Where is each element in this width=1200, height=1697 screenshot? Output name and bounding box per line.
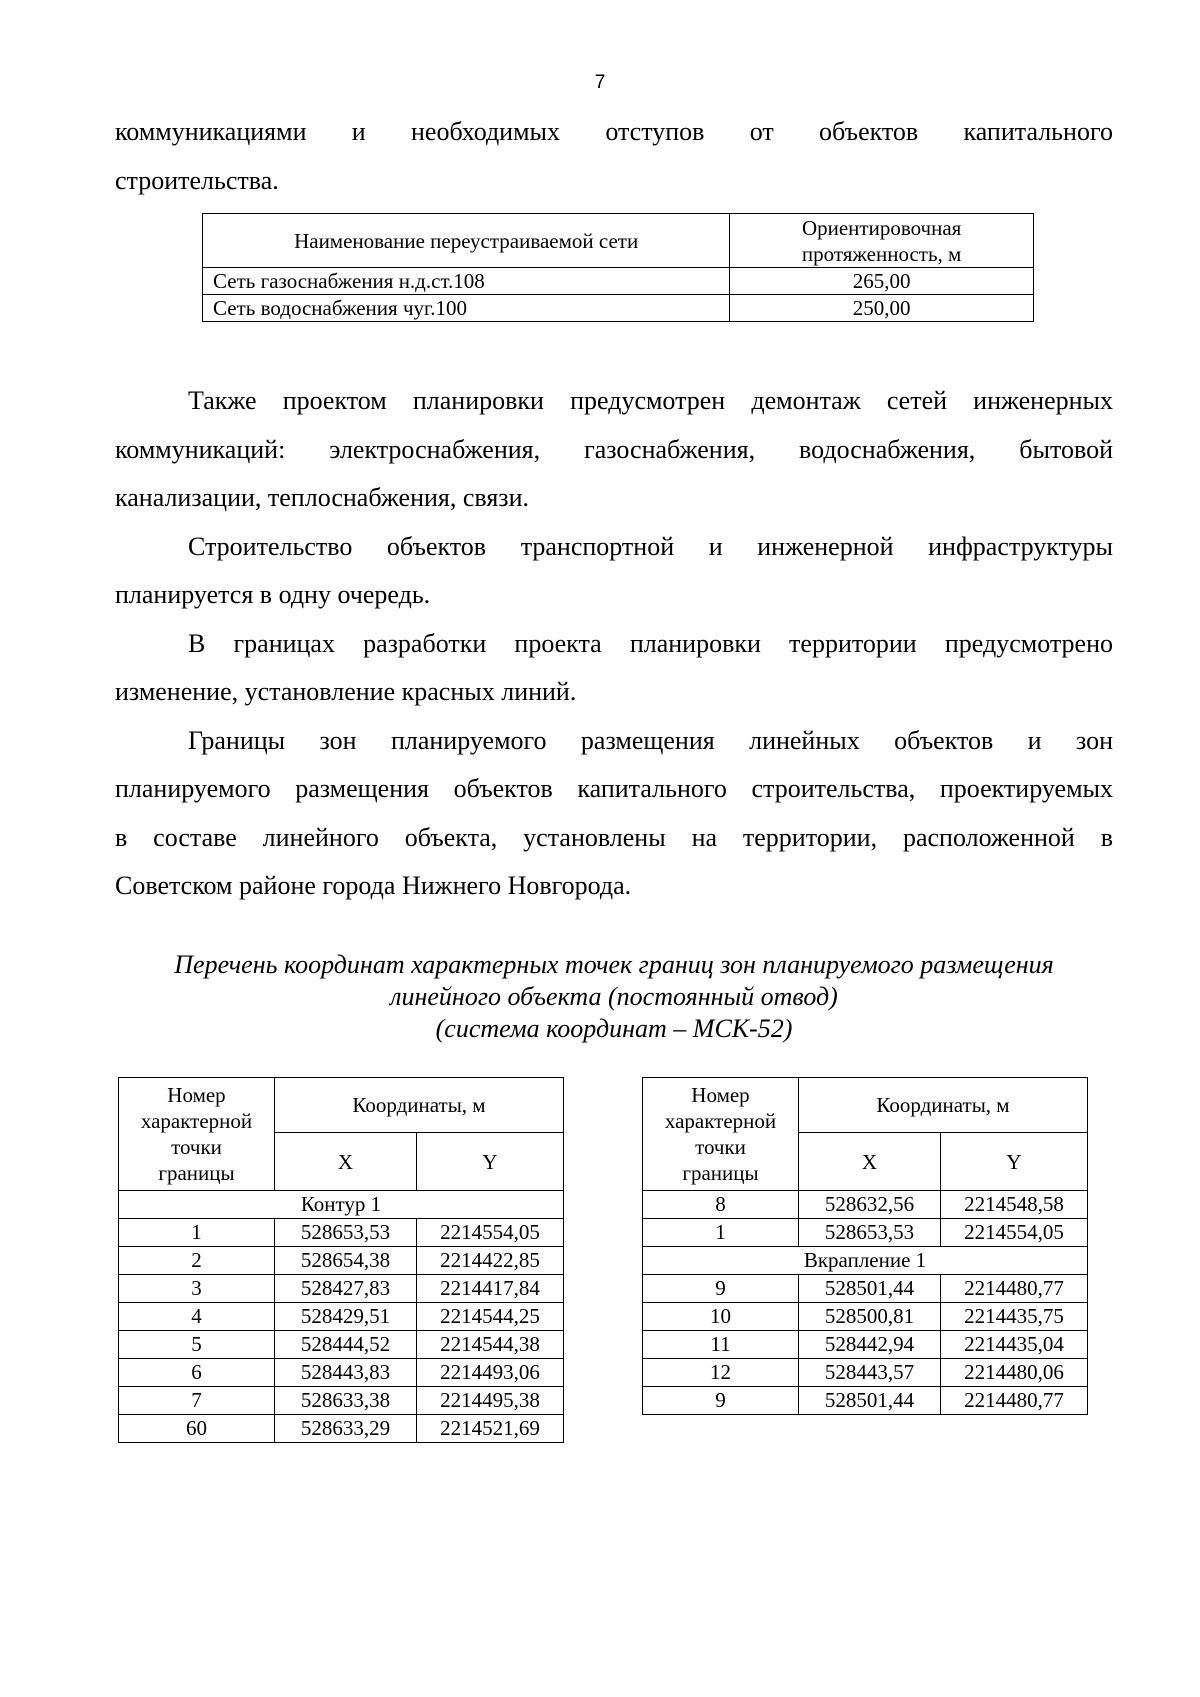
y-value: 2214548,58	[941, 1191, 1088, 1219]
intro-line-1	[115, 117, 1113, 147]
point-number: 4	[119, 1303, 275, 1331]
header-line: точки	[171, 1135, 222, 1159]
y-value: 2214480,77	[941, 1275, 1088, 1303]
x-value: 528443,83	[275, 1359, 417, 1387]
header-line: границы	[682, 1161, 759, 1185]
section-row	[643, 1247, 1088, 1275]
x-value: 528500,81	[799, 1303, 941, 1331]
header-line: Номер	[167, 1083, 226, 1107]
network-name: Сеть газоснабжения н.д.ст.108	[203, 268, 730, 295]
paragraph-line: изменение, установление красных линий.	[115, 677, 577, 706]
networks-table	[202, 213, 1034, 322]
page-number: 7	[594, 72, 606, 93]
header-line: характерной	[664, 1109, 777, 1133]
table-row	[643, 1331, 1088, 1359]
table-row	[119, 1387, 564, 1415]
paragraph-line: планируемого размещения объектов капитального строительства, проектируемых	[115, 774, 1113, 803]
y-value: 2214422,85	[417, 1247, 564, 1275]
y-header: Y	[941, 1133, 1088, 1191]
y-value: 2214521,69	[417, 1415, 564, 1443]
caption-line: линейного объекта (постоянный отвод)	[390, 982, 838, 1011]
table-row	[643, 1275, 1088, 1303]
x-value: 528653,53	[275, 1219, 417, 1247]
point-number-header	[643, 1078, 799, 1191]
intro-word: коммуникациями	[115, 117, 307, 146]
paragraph-line: коммуникаций: электроснабжения, газоснабжения, водоснабжения, бытовой	[115, 435, 1113, 464]
section-label: Контур 1	[119, 1191, 564, 1219]
section-row	[119, 1191, 564, 1219]
length-header	[730, 214, 1034, 268]
point-number: 60	[119, 1415, 275, 1443]
network-name-header: Наименование переустраиваемой сети	[203, 214, 730, 268]
intro-word: объектов	[819, 117, 919, 146]
point-number: 9	[643, 1387, 799, 1415]
x-value: 528632,56	[799, 1191, 941, 1219]
x-value: 528429,51	[275, 1303, 417, 1331]
x-value: 528654,38	[275, 1247, 417, 1275]
table-header-row	[119, 1078, 564, 1133]
length-header-line: протяженность, м	[801, 241, 962, 266]
header-line: точки	[695, 1135, 746, 1159]
table-row	[643, 1191, 1088, 1219]
header-line: границы	[158, 1161, 235, 1185]
x-value: 528633,29	[275, 1415, 417, 1443]
point-number: 8	[643, 1191, 799, 1219]
paragraph-line: В границах разработки проекта планировки территории предусмотрено	[188, 629, 1113, 658]
caption-line: Перечень координат характерных точек границ зон планируемого размещения	[174, 950, 1054, 979]
y-value: 2214435,04	[941, 1331, 1088, 1359]
coordinates-header: Координаты, м	[275, 1078, 564, 1133]
table-row	[119, 1275, 564, 1303]
point-number: 1	[643, 1219, 799, 1247]
y-value: 2214435,75	[941, 1303, 1088, 1331]
point-number: 11	[643, 1331, 799, 1359]
table-row	[643, 1219, 1088, 1247]
table-header-row	[643, 1078, 1088, 1133]
x-value: 528633,38	[275, 1387, 417, 1415]
paragraph-line: Советском районе города Нижнего Новгорода.	[115, 871, 632, 900]
y-value: 2214493,06	[417, 1359, 564, 1387]
y-value: 2214480,06	[941, 1359, 1088, 1387]
caption-line: (система координат – МСК-52)	[435, 1014, 793, 1043]
paragraph-line: в составе линейного объекта, установлены на территории, расположенной в	[115, 823, 1113, 852]
network-name: Сеть водоснабжения чуг.100	[203, 295, 730, 322]
intro-word: и	[351, 117, 366, 146]
point-number-header	[119, 1078, 275, 1191]
coordinates-header: Координаты, м	[799, 1078, 1088, 1133]
x-value: 528443,57	[799, 1359, 941, 1387]
point-number: 6	[119, 1359, 275, 1387]
header-line: характерной	[140, 1109, 253, 1133]
point-number: 12	[643, 1359, 799, 1387]
paragraph-line: планируется в одну очередь.	[115, 580, 431, 609]
paragraph-line: Строительство объектов транспортной и инженерной инфраструктуры	[188, 532, 1113, 561]
table-row	[203, 295, 1034, 322]
table-row	[643, 1359, 1088, 1387]
header-line: Номер	[691, 1083, 750, 1107]
x-value: 528501,44	[799, 1387, 941, 1415]
coordinates-table-left	[118, 1077, 564, 1443]
point-number: 9	[643, 1275, 799, 1303]
y-value: 2214544,25	[417, 1303, 564, 1331]
y-value: 2214544,38	[417, 1331, 564, 1359]
intro-word: капитального	[963, 117, 1113, 146]
length-header-line: Ориентировочная	[801, 215, 962, 240]
network-length: 265,00	[730, 268, 1034, 295]
table-row	[119, 1303, 564, 1331]
table-row	[119, 1247, 564, 1275]
table-row	[643, 1387, 1088, 1415]
intro-line-2: строительства.	[115, 166, 279, 195]
paragraph-line: канализации, теплоснабжения, связи.	[115, 483, 529, 512]
table-header-row	[203, 214, 1034, 268]
x-header: X	[799, 1133, 941, 1191]
intro-word: необходимых	[411, 117, 561, 146]
x-value: 528427,83	[275, 1275, 417, 1303]
x-value: 528444,52	[275, 1331, 417, 1359]
y-header: Y	[417, 1133, 564, 1191]
coordinates-table-right	[642, 1077, 1088, 1415]
y-value: 2214480,77	[941, 1387, 1088, 1415]
y-value: 2214554,05	[417, 1219, 564, 1247]
point-number: 10	[643, 1303, 799, 1331]
point-number: 5	[119, 1331, 275, 1359]
y-value: 2214495,38	[417, 1387, 564, 1415]
coordinates-caption	[115, 949, 1113, 1045]
table-row	[203, 268, 1034, 295]
paragraph-line: Границы зон планируемого размещения линейных объектов и зон	[188, 726, 1113, 755]
network-length: 250,00	[730, 295, 1034, 322]
table-row	[119, 1219, 564, 1247]
y-value: 2214554,05	[941, 1219, 1088, 1247]
x-value: 528653,53	[799, 1219, 941, 1247]
x-value: 528442,94	[799, 1331, 941, 1359]
x-value: 528501,44	[799, 1275, 941, 1303]
table-row	[119, 1331, 564, 1359]
y-value: 2214417,84	[417, 1275, 564, 1303]
point-number: 3	[119, 1275, 275, 1303]
intro-word: отступов	[605, 117, 705, 146]
point-number: 1	[119, 1219, 275, 1247]
paragraph-line: Также проектом планировки предусмотрен демонтаж сетей инженерных	[188, 386, 1113, 415]
point-number: 2	[119, 1247, 275, 1275]
table-row	[643, 1303, 1088, 1331]
point-number: 7	[119, 1387, 275, 1415]
table-row	[119, 1415, 564, 1443]
x-header: X	[275, 1133, 417, 1191]
section-label: Вкрапление 1	[643, 1247, 1088, 1275]
intro-word: от	[749, 117, 774, 146]
table-row	[119, 1359, 564, 1387]
